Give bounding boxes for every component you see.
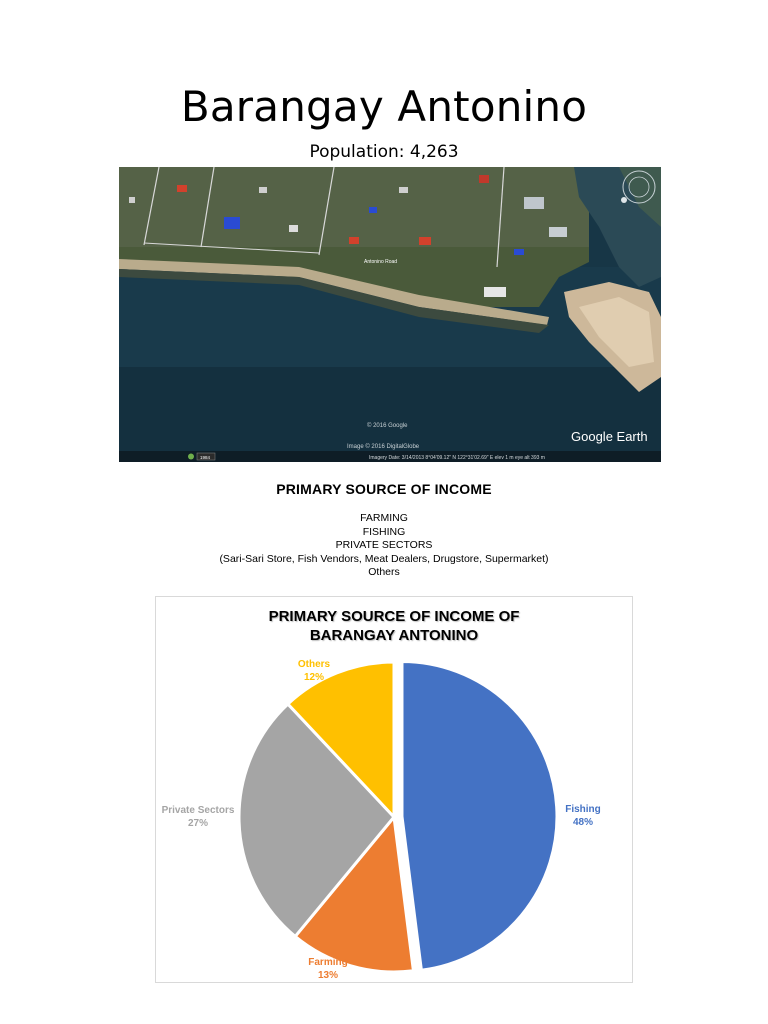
- satellite-image-graphic: [119, 167, 661, 462]
- section-heading: PRIMARY SOURCE OF INCOME: [276, 481, 492, 497]
- list-item: FARMING: [360, 512, 408, 524]
- list-item: FISHING: [362, 525, 406, 538]
- slice-label-percent: 12%: [303, 672, 325, 683]
- road-label: Antonino Road: [364, 259, 398, 265]
- chart-title-line-2: BARANGAY ANTONINO: [309, 627, 479, 644]
- slice-label-name: Fishing: [565, 804, 601, 815]
- population-text: Population: 4,263: [309, 142, 459, 162]
- slice-label-name: Others: [297, 659, 331, 670]
- list-item: Others: [368, 566, 400, 578]
- chart-title-line-1: PRIMARY SOURCE OF INCOME OF: [268, 608, 520, 625]
- satellite-image: [119, 167, 661, 462]
- globe-icon: [188, 454, 194, 460]
- pie-slice-fishing: [402, 661, 557, 970]
- google-earth-logo: Google Earth: [571, 429, 648, 444]
- slice-label-percent: 13%: [317, 970, 339, 981]
- slice-label-percent: 27%: [187, 818, 209, 829]
- slice-label-name: Private Sectors: [161, 805, 235, 816]
- list-item: PRIVATE SECTORS: [335, 539, 433, 551]
- list-item: (Sari-Sari Store, Fish Vendors, Meat Dealers, Drugstore, Supermarket): [219, 552, 549, 565]
- imagery-credit: Image © 2016 DigitalGlobe: [347, 444, 420, 450]
- slice-label-percent: 48%: [572, 817, 594, 828]
- page-title: Barangay Antonino: [180, 82, 588, 131]
- status-bar-text: Imagery Date: 3/14/2013 8°04'09.12" N 122°31'02.69" E elev 1 m eye alt 393 m: [369, 455, 545, 461]
- income-source-list: [0, 512, 768, 580]
- pie-chart-panel: [155, 596, 633, 983]
- slice-label-name: Farming: [308, 957, 348, 968]
- status-year: 1984: [200, 454, 211, 460]
- pie-chart: [156, 597, 632, 982]
- watermark-small: © 2016 Google: [367, 423, 408, 429]
